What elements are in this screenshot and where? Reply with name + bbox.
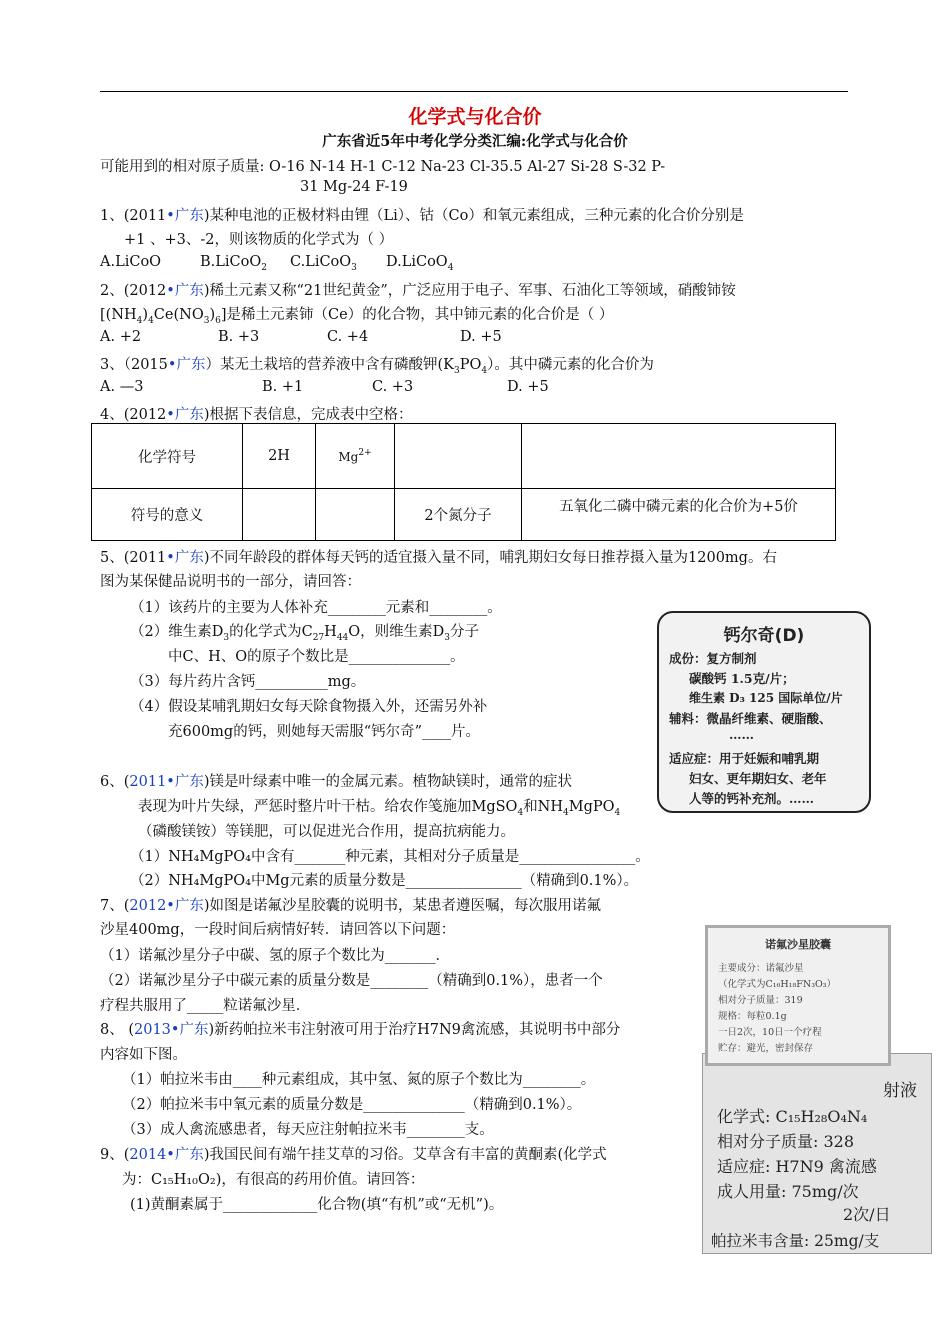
question-3: 3、（2015•广东）某无土栽培的营养液中含有磷酸钾$(K_3PO_4)$。其中磷元素的化合价为 bbox=[100, 357, 654, 376]
question-5-sub-2-line-2: 中C、H、O的原子个数比是______________。 bbox=[168, 649, 465, 665]
peramivir-label-line: 帕拉米韦含量: 25mg/支 bbox=[711, 1232, 880, 1250]
table-cell-2h: 2H bbox=[243, 424, 316, 489]
calcium-label-title: 钙尔奇(D) bbox=[723, 626, 805, 646]
question-2-line-2: $[(NH_4)_4Ce(NO_3)_6]$是稀土元素铈（Ce）的化合物，其中铈元素的化合价是（ ） bbox=[100, 307, 614, 326]
question-2-option-a: A. +2 bbox=[100, 329, 142, 345]
info-table bbox=[91, 423, 836, 541]
question-1-option-b: B.LiCoO$_2$ bbox=[200, 254, 267, 273]
calcium-label-line: 维生素 D₃ 125 国际单位/片 bbox=[689, 691, 843, 705]
peramivir-label-image bbox=[702, 1053, 932, 1233]
question-9-sub-1: (1)黄酮素属于_____________化合物(填“有机”或“无机”)。 bbox=[130, 1197, 504, 1213]
calcium-label-line: 成份：复方制剂 bbox=[669, 651, 757, 666]
question-1-line-2: +1 、+3、-2，则该物质的化学式为（ ） bbox=[124, 232, 394, 248]
norfloxacin-label-title: 诺氟沙星胶囊 bbox=[765, 938, 831, 951]
norfloxacin-label-line: 一日2次，10日一个疗程 bbox=[718, 1027, 822, 1038]
question-7-sub-3: 疗程共服用了_____粒诺氟沙星． bbox=[100, 998, 311, 1014]
question-8-sub-2: （2）帕拉米韦中氧元素的质量分数是______________（精确到0.1%）。 bbox=[122, 1097, 582, 1113]
table-row-1-label: 化学符号 bbox=[92, 424, 243, 489]
question-7-sub-1: （1）诺氟沙星分子中碳、氢的原子个数比为_______． bbox=[100, 948, 450, 964]
peramivir-label-title: 射液 bbox=[883, 1081, 917, 1101]
question-4: 4、(2012•广东)根据下表信息，完成表中空格： bbox=[100, 407, 413, 423]
page-title: 化学式与化合价 bbox=[408, 106, 542, 128]
peramivir-label-line: 相对分子质量: 328 bbox=[717, 1132, 855, 1151]
question-1-option-c: C.LiCoO$_3$ bbox=[290, 254, 357, 273]
question-6-sub-2: （2）NH₄MgPO₄中Mg元素的质量分数是________________（精确到0.1%）。 bbox=[130, 873, 639, 889]
question-6-line-3: （磷酸镁铵）等镁肥，可以促进光合作用，提高抗病能力。 bbox=[138, 824, 515, 840]
peramivir-label-line: 化学式: C₁₅H₂₈O₄N₄ bbox=[717, 1107, 868, 1126]
calcium-label-line: …… bbox=[729, 727, 754, 742]
question-2-option-c: C. +4 bbox=[327, 329, 369, 345]
question-6-line-2: 表现为叶片失绿，严惩时整片叶干枯。给农作笺施加MgSO$_4$和$NH_4MgPO_4$ bbox=[138, 799, 621, 818]
question-9: 9、(2014•广东)我国民间有端午挂艾草的习俗。艾草含有丰富的黄酮素(化学式 bbox=[100, 1147, 607, 1163]
question-3-option-a: A. —3 bbox=[100, 379, 144, 395]
question-2-option-d: D. +5 bbox=[460, 329, 502, 345]
question-6: 6、(2011•广东)镁是叶绿素中唯一的金属元素。植物缺镁时，通常的症状 bbox=[100, 774, 573, 790]
calcium-label-line: 适应症：用于妊娠和哺乳期 bbox=[669, 751, 820, 766]
question-5-sub-4: （4）假设某哺乳期妇女每天除食物摄入外，还需另外补 bbox=[130, 699, 488, 715]
question-5-sub-3: （3）每片药片含钙__________mg。 bbox=[130, 674, 366, 690]
norfloxacin-label-line: 主要成分：诺氟沙星 bbox=[718, 963, 804, 974]
table-cell-blank-2 bbox=[522, 424, 836, 489]
peramivir-label-line: 2次/日 bbox=[843, 1205, 891, 1224]
calcium-label-line: 妇女、更年期妇女、老年 bbox=[689, 771, 827, 786]
question-7: 7、(2012•广东)如图是诺氟沙星胶囊的说明书，某患者遵医嘱，每次服用诺氟 bbox=[100, 898, 602, 914]
norfloxacin-label-line: 规格：每粒0.1g bbox=[718, 1011, 787, 1022]
norfloxacin-label-line: 贮存：避光，密封保存 bbox=[718, 1043, 814, 1054]
question-2: 2、(2012•广东)稀土元素又称“21世纪黄金”，广泛应用于电子、军事、石油化工等领域，硝酸铈铵 bbox=[100, 283, 736, 299]
question-5-sub-4-line-2: 充600mg的钙，则她每天需服“钙尔奇”____片。 bbox=[168, 724, 481, 740]
table-cell-blank-4 bbox=[316, 489, 395, 541]
table-cell-n2-meaning: 2个氮分子 bbox=[395, 489, 522, 541]
calcium-label-line: 人等的钙补充剂。…… bbox=[689, 791, 815, 806]
question-3-option-b: B. +1 bbox=[262, 379, 304, 395]
norfloxacin-label-line: 相对分子质量：319 bbox=[718, 995, 803, 1006]
peramivir-label-footer bbox=[702, 1231, 932, 1254]
question-5: 5、(2011•广东)不同年龄段的群体每天钙的适宜摄入量不同，哺乳期妇女每日推荐摄入量为1200mg。右 bbox=[100, 550, 777, 566]
question-3-option-c: C. +3 bbox=[372, 379, 414, 395]
page-subtitle: 广东省近5年中考化学分类汇编:化学式与化合价 bbox=[322, 133, 628, 150]
question-1: 1、(2011•广东)某种电池的正极材料由锂（Li）、钴（Co）和氧元素组成，三种元素的化合价分别是 bbox=[100, 208, 744, 224]
calcium-label-line: 碳酸钙 1.5克/片； bbox=[689, 671, 795, 686]
question-8: 8、 (2013•广东)新药帕拉米韦注射液可用于治疗H7N9禽流感，其说明书中部分 bbox=[100, 1022, 621, 1038]
question-6-sub-1: （1）NH₄MgPO₄中含有_______种元素，其相对分子质量是________________。 bbox=[130, 849, 650, 865]
question-7-sub-2: （2）诺氟沙星分子中碳元素的质量分数是________（精确到0.1%），患者一个 bbox=[100, 973, 603, 989]
table-cell-blank-3 bbox=[243, 489, 316, 541]
question-8-sub-1: （1）帕拉米韦由____种元素组成，其中氢、氮的原子个数比为________。 bbox=[122, 1072, 596, 1088]
question-1-option-a: A.LiCoO bbox=[100, 254, 162, 270]
question-8-sub-3: （3）成人禽流感患者，每天应注射帕拉米韦________支。 bbox=[122, 1122, 494, 1138]
norfloxacin-label-line: （化学式为C₁₆H₁₈FN₃O₃） bbox=[718, 979, 837, 990]
question-3-option-d: D. +5 bbox=[507, 379, 549, 395]
question-1-option-d: D.LiCoO$_4$ bbox=[386, 254, 454, 273]
calcium-label-line: 辅料：微晶纤维素、硬脂酸、 bbox=[669, 711, 832, 726]
peramivir-label-line: 成人用量: 75mg/次 bbox=[717, 1182, 859, 1201]
peramivir-label-line: 适应症: H7N9 禽流感 bbox=[717, 1157, 877, 1176]
question-9-line-2: 为：C₁₅H₁₀O₂)，有很高的药用价值。请回答： bbox=[122, 1172, 425, 1188]
table-cell-p2o5-meaning: 五氧化二磷中磷元素的化合价为+5价 bbox=[522, 489, 836, 541]
question-2-option-b: B. +3 bbox=[218, 329, 260, 345]
calcium-label-image bbox=[657, 611, 871, 813]
header-rule bbox=[100, 91, 848, 92]
table-row-2-label: 符号的意义 bbox=[92, 489, 243, 541]
question-5-sub-1: （1）该药片的主要为人体补充________元素和________。 bbox=[130, 600, 502, 616]
question-7-line-2: 沙星400mg，一段时间后病情好转．请回答以下问题： bbox=[100, 922, 456, 938]
atomic-mass-line-2: 31 Mg-24 F-19 bbox=[300, 179, 408, 195]
table-cell-blank bbox=[395, 424, 522, 489]
question-8-line-2: 内容如下图。 bbox=[100, 1047, 187, 1063]
question-5-line-2: 图为某保健品说明书的一部分，请回答： bbox=[100, 574, 361, 590]
norfloxacin-label-image bbox=[705, 925, 891, 1066]
question-5-sub-2: （2）维生素$D_3$的化学式为$C_{27}H_{44}O$，则维生素$D_3$分子 bbox=[130, 624, 480, 643]
table-cell-mg-ion: $Mg^{2+}$ bbox=[316, 424, 395, 489]
atomic-mass-line-1: 可能用到的相对原子质量: O-16 N-14 H-1 C-12 Na-23 Cl-35.5 Al-27 Si-28 S-32 P- bbox=[100, 159, 666, 175]
